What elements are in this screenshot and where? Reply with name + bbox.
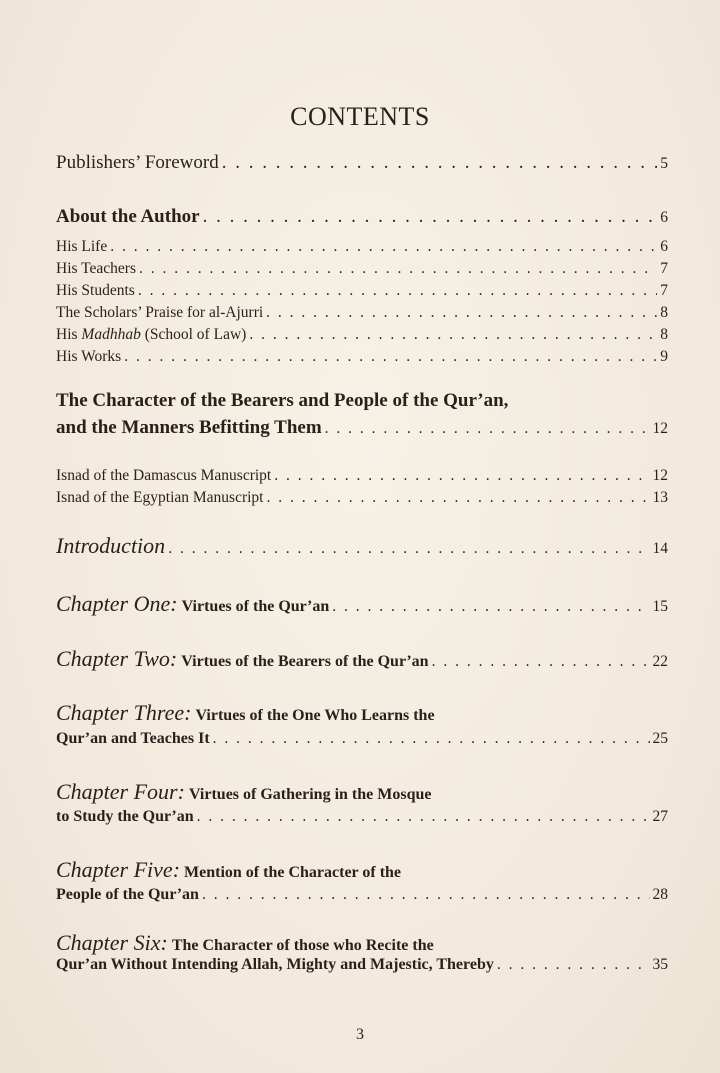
leader-dots [274,467,649,485]
toc-chapter-four-line1 [56,779,431,805]
toc-entry-page: 7 [660,260,668,277]
toc-entry-his-teachers[interactable] [56,260,668,278]
toc-entry-label: Introduction [56,533,166,558]
chapter-number: Chapter Five: [56,857,181,882]
toc-entry-label: His Teachers [56,260,136,277]
chapter-number: Chapter One: [56,591,178,616]
leader-dots [222,152,658,174]
page-number: 3 [356,1026,364,1043]
leader-dots [432,653,650,671]
toc-entry-page: 25 [652,730,668,747]
leader-dots [202,886,650,904]
chapter-title: The Character of those who Recite the [171,937,434,954]
toc-entry-isnad-egyptian[interactable] [56,489,668,507]
toc-entry-label: The Scholars’ Praise for al-Ajurri [56,304,264,321]
chapter-number: Chapter Two: [56,646,178,671]
toc-entry-page: 5 [660,155,668,172]
toc-chapter-three-line1 [56,700,435,726]
chapter-title: Virtues of the Qur’an [181,598,330,615]
leader-dots [203,206,658,228]
toc-entry-page: 9 [660,348,668,365]
label-italic: Madhhab [81,326,141,343]
toc-entry-page: 27 [652,808,668,825]
toc-entry-page: 13 [652,489,668,506]
toc-entry-his-students[interactable] [56,282,668,300]
chapter-title-cont: People of the Qur’an [56,886,199,903]
leader-dots [325,420,650,438]
leader-dots [332,598,649,616]
chapter-number: Chapter Three: [56,700,192,725]
toc-entry-label: Publishers’ Foreword [56,152,219,173]
leader-dots [266,304,657,322]
toc-entry-chapter-five[interactable] [56,886,668,904]
toc-entry-chapter-four[interactable] [56,808,668,826]
toc-entry-label: His Works [56,348,122,365]
label-pre: His [56,326,82,343]
toc-entry-page: 35 [652,956,668,973]
chapter-number: Chapter Six: [56,930,168,955]
toc-chapter-five-line1 [56,857,401,883]
toc-entry-label [56,326,246,344]
toc-entry-his-madhhab[interactable] [56,326,668,344]
toc-entry-page: 6 [660,238,668,255]
toc-entry-chapter-six[interactable] [56,956,668,974]
leader-dots [266,489,649,507]
toc-entry-label: and the Manners Befitting Them [56,417,322,438]
toc-entry-character-section[interactable] [56,417,668,439]
chapter-title: Virtues of Gathering in the Mosque [188,786,432,803]
chapter-title: Virtues of the One Who Learns the [195,707,435,724]
toc-entry-introduction[interactable] [56,533,668,559]
chapter-number: Chapter Four: [56,779,185,804]
toc-entry-page: 8 [660,326,668,343]
toc-entry-publishers-foreword[interactable] [56,152,668,174]
leader-dots [124,348,657,366]
label-post: (School of Law) [140,326,247,343]
leader-dots [249,326,657,344]
leader-dots [168,540,649,558]
toc-entry-label: Isnad of the Egyptian Manuscript [56,489,264,506]
toc-entry-about-author[interactable] [56,206,668,228]
toc-entry-page: 12 [652,420,668,437]
toc-entry-his-life[interactable] [56,238,668,256]
chapter-title-cont: to Study the Qur’an [56,808,194,825]
toc-entry-label: Isnad of the Damascus Manuscript [56,467,272,484]
toc-entry-page: 7 [660,282,668,299]
toc-entry-page: 12 [652,467,668,484]
toc-chapter-six-line1 [56,930,434,956]
chapter-title: Mention of the Character of the [184,864,402,881]
toc-entry-his-works[interactable] [56,348,668,366]
leader-dots [110,238,657,256]
toc-entry-label: His Students [56,282,135,299]
toc-section-heading-line1: The Character of the Bearers and People of the Qur’an, [56,390,509,411]
chapter-title-cont: Qur’an and Teaches It [56,730,210,747]
leader-dots [497,956,650,974]
toc-entry-page: 8 [660,304,668,321]
toc-entry-label: About the Author [56,206,200,227]
toc-entry-page: 6 [660,209,668,226]
toc-entry-page: 14 [652,540,668,557]
chapter-title-cont: Qur’an Without Intending Allah, Mighty and Majestic, Thereby [56,956,494,973]
leader-dots [139,260,657,278]
page-title: CONTENTS [290,102,430,131]
toc-entry-chapter-two[interactable] [56,646,668,672]
toc-entry-page: 22 [652,653,668,670]
toc-entry-page: 15 [652,598,668,615]
leader-dots [197,808,650,826]
leader-dots [138,282,657,300]
toc-entry-scholars-praise[interactable] [56,304,668,322]
leader-dots [213,730,650,748]
toc-entry-chapter-one[interactable] [56,591,668,617]
chapter-title: Virtues of the Bearers of the Qur’an [181,653,429,670]
toc-entry-chapter-three[interactable] [56,730,668,748]
toc-entry-isnad-damascus[interactable] [56,467,668,485]
toc-entry-label: His Life [56,238,108,255]
toc-entry-page: 28 [652,886,668,903]
